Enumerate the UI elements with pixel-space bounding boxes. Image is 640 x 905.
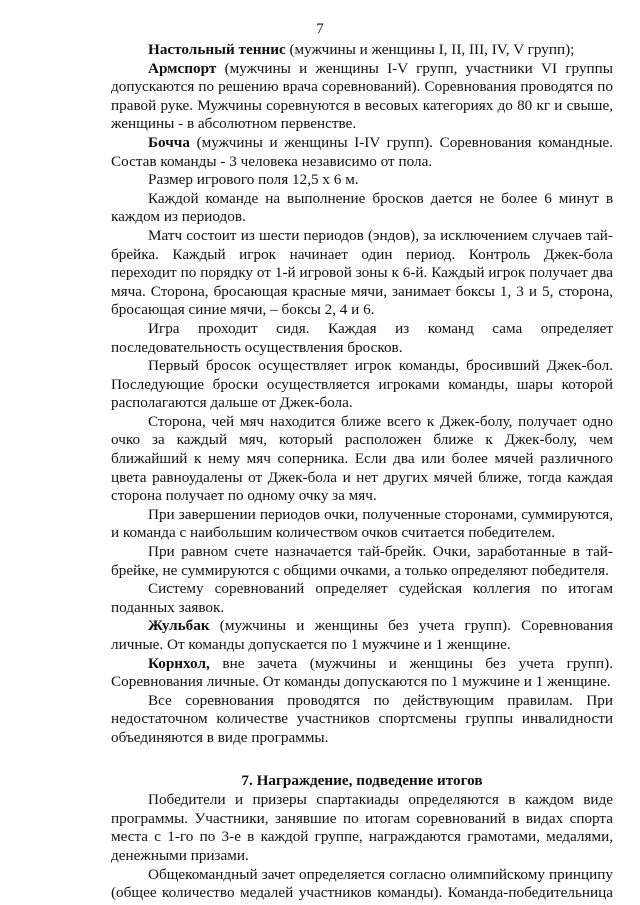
sport-name: Бочча — [148, 133, 190, 151]
sport-name: Корнхол, — [148, 654, 210, 672]
sport-name: Настольный теннис — [148, 41, 286, 58]
paragraph-system: Систему соревнований определяет судейская коллегия по итогам поданных заявок. — [111, 580, 613, 616]
paragraph-boccia: Бочча (мужчины и женщины I-IV групп). Соревнования командные. Состав команды - 3 человека независимо от пола. — [111, 133, 613, 170]
paragraph-period-end: При завершении периодов очки, полученные сторонами, суммируются, и команда с наибольшим количеством очков считается победителем. — [111, 505, 613, 542]
paragraph-match-structure: Матч состоит из шести периодов (эндов), за исключением случаев тай-брейка. Каждый игрок начинает один период. Контроль Джек-бола переходит по порядку от 1-й игровой зоны к 6-й. Каждый игрок получает два мяча. Сторона, бросающая красные мячи, занимает боксы 1, 3 и 5, сторона, бросающая синие мячи, – боксы 2, 4 и 6. — [111, 226, 613, 319]
paragraph-field-size: Размер игрового поля 12,5 х 6 м. — [148, 171, 359, 189]
paragraph-team-standings: Общекомандный зачет определяется согласно олимпийскому принципу (общее количество медалей участников команды). Команда-победительница — [111, 865, 613, 902]
paragraph-armsport: Армспорт (мужчины и женщины I-V групп, участники VI группы допускаются по решению врача соревнований). Соревнования проводятся по правой руке. Мужчины соревнуются в весовых категориях до 80 кг и свыше, женщины - в абсолютном первенстве. — [111, 59, 613, 133]
sport-name: Жульбак — [148, 617, 210, 635]
section-heading: 7. Награждение, подведение итогов — [241, 771, 483, 789]
paragraph-cornhole: Корнхол, вне зачета (мужчины и женщины без учета групп). Соревнования личные. От команды допускаются по 1 мужчине и 1 женщине. — [111, 654, 613, 691]
document-body — [111, 41, 613, 903]
page-number: 7 — [316, 21, 324, 37]
paragraph-scoring: Сторона, чей мяч находится ближе всего к Джек-болу, получает одно очко за каждый мяч, который расположен ближе к Джек-болу, чем ближайший к нему мяч соперника. Если два или более мячей различного цвета равноудалены от Джек-бола и нет других мячей ближе, тогда каждая сторона получает по одному очку за мяч. — [111, 412, 613, 505]
paragraph-table-tennis: Настольный теннис (мужчины и женщины I, II, III, IV, V групп); — [148, 41, 575, 58]
paragraph-tie-break: При равном счете назначается тай-брейк. Очки, заработанные в тай-брейке, не суммируются с общими очками, а только определяют победителя. — [111, 543, 613, 579]
paragraph-winners: Победители и призеры спартакиады определяются в каждом виде программы. Участники, занявшие по итогам соревнований в видах спорта места с 1-го по 3-е в каждой группе, награждаются грамотами, медалями, денежными призами. — [111, 791, 613, 864]
paragraph-rules: Все соревнования проводятся по действующим правилам. При недостаточном количестве участников спортсмены группы инвалидности объединяются в виде программы. — [111, 691, 613, 746]
paragraph-play-seated: Игра проходит сидя. Каждая из команд сама определяет последовательность осуществления бросков. — [111, 319, 613, 356]
paragraph-zhulbak: Жульбак (мужчины и женщины без учета групп). Соревнования личные. От команды допускается по 1 мужчине и 1 женщине. — [111, 617, 613, 653]
section-gap — [111, 748, 613, 772]
paragraph-first-throw: Первый бросок осуществляет игрок команды, бросивший Джек-бол. Последующие броски осуществляется игроками команды, шары которой располагаются дальше от Джек-бола. — [111, 357, 613, 412]
sport-name: Армспорт — [148, 59, 217, 77]
paragraph-time-limit: Каждой команде на выполнение бросков дается не более 6 минут в каждом из периодов. — [111, 189, 613, 226]
